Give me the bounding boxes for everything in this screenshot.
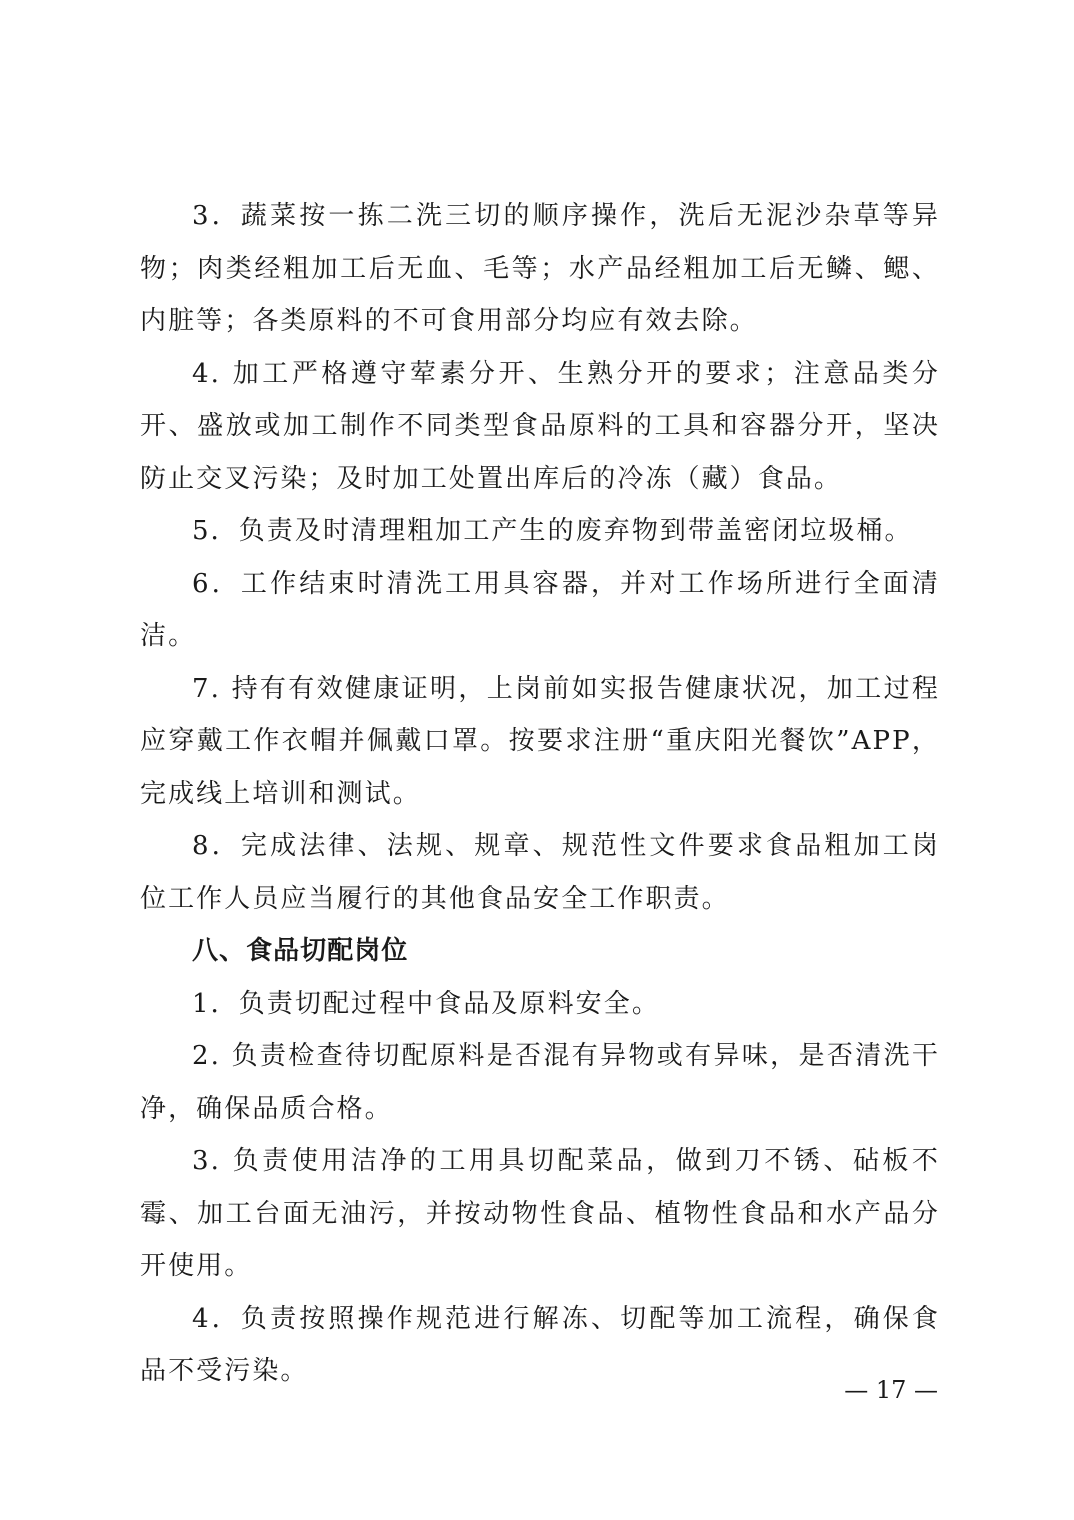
section-heading: 八、食品切配岗位 xyxy=(192,936,409,966)
section-item-1: 1．负责切配过程中食品及原料安全。 xyxy=(192,988,660,1019)
page-number: — 17 — xyxy=(844,1376,938,1404)
section-item-2: 2. 负责检查待切配原料是否混有异物或有异味，是否清洗干净，确保品质合格。 xyxy=(140,1041,940,1124)
paragraph-item-4: 4. 加工严格遵守荤素分开、生熟分开的要求；注意品类分开、盛放或加工制作不同类型食品原料的工具和容器分开，坚决防止交叉污染；及时加工处置出库后的冷冻（藏）食品。 xyxy=(140,358,940,494)
paragraph-item-5: 5．负责及时清理粗加工产生的废弃物到带盖密闭垃圾桶。 xyxy=(192,516,913,546)
paragraph-item-6: 6．工作结束时清洗工用具容器，并对工作场所进行全面清洁。 xyxy=(140,568,940,651)
section-item-4: 4．负责按照操作规范进行解冻、切配等加工流程，确保食品不受污染。 xyxy=(140,1303,940,1386)
paragraph-item-8: 8．完成法律、法规、规章、规范性文件要求食品粗加工岗位工作人员应当履行的其他食品安全工作职责。 xyxy=(140,831,940,914)
document-body xyxy=(140,190,940,1398)
section-item-3: 3. 负责使用洁净的工用具切配菜品，做到刀不锈、砧板不霉、加工台面无油污，并按动物性食品、植物性食品和水产品分开使用。 xyxy=(140,1146,940,1281)
paragraph-item-7: 7. 持有有效健康证明，上岗前如实报告健康状况，加工过程应穿戴工作衣帽并佩戴口罩。按要求注册“重庆阳光餐饮”APP，完成线上培训和测试。 xyxy=(140,673,940,809)
paragraph-item-3: 3．蔬菜按一拣二洗三切的顺序操作，洗后无泥沙杂草等异物；肉类经粗加工后无血、毛等；水产品经粗加工后无鳞、鳃、内脏等；各类原料的不可食用部分均应有效去除。 xyxy=(140,201,940,336)
